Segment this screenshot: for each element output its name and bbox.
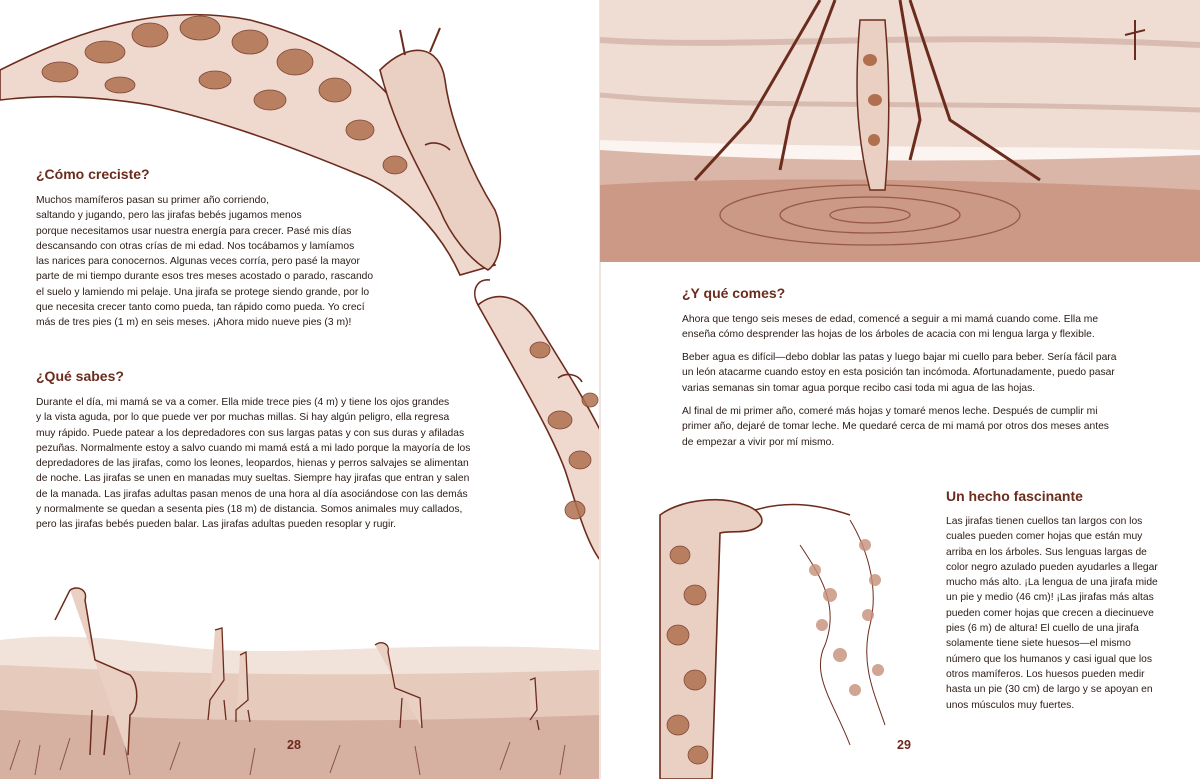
- text-line: cuales pueden comer hojas que están muy: [946, 531, 1143, 543]
- text-line: solamente tiene siete huesos—el mismo: [946, 638, 1131, 650]
- text-line: pies (6 m) de altura! El cuello de una jirafa: [946, 623, 1139, 635]
- text-line: parte de mi tiempo durante esos tres meses acostado o parado, rascando: [36, 271, 374, 283]
- text-line: porque necesitamos usar nuestra energía para crecer. Pasé mis días: [36, 225, 352, 237]
- paragraph-que-comes-3: [682, 404, 1109, 450]
- text-line: de empezar a vivir por mí mismo.: [682, 436, 835, 448]
- text-line: descansando con otras crías de mi edad. Nos tocábamos y lamíamos: [36, 240, 355, 252]
- text-line: un león atacarme cuando estoy en esta posición tan incómoda. Afortunadamente, puedo pasar: [682, 367, 1115, 379]
- text-line: que necesita crecer tanto como pueda, tan rápido como pueda. Yo crecí: [36, 302, 365, 314]
- text-line: mucho más alto. ¡La lengua de una jirafa mide: [946, 577, 1158, 589]
- text-line: el suelo y lamiendo mi pelaje. Una jirafa se protege siendo grande, por lo: [36, 286, 370, 298]
- paragraph-que-comes-2: [682, 350, 1116, 396]
- text-line: primer año, dejaré de tomar leche. Me quedaré cerca de mi mamá por otros dos meses antes: [682, 421, 1109, 433]
- text-line: y la vista aguda, por lo que puede ver por muchas millas. Si hay algún peligro, ella regresa: [36, 412, 450, 424]
- page-number: 28: [287, 738, 301, 752]
- text-line: pero las jirafas bebés pueden balar. Las jirafas adultas pueden resoplar y rugir.: [36, 519, 397, 531]
- paragraph-que-sabes: [36, 395, 470, 533]
- page-number: 29: [897, 738, 911, 752]
- text-line: pueden comer hojas que crecen a diecinueve: [946, 607, 1154, 619]
- section-heading-que-comes: ¿Y qué comes?: [682, 285, 786, 301]
- text-line: las narices para conocernos. Algunas veces corría, pero pasé la mayor: [36, 256, 360, 268]
- text-line: color negro azulado pueden ayudarles a llegar: [946, 561, 1158, 573]
- text-line: Ahora que tengo seis meses de edad, comencé a seguir a mi mamá cuando come. Ella me: [682, 314, 1099, 325]
- text-line: y normalmente se quedan a sesenta pies (18 m) de distancia. Somos animales muy callados,: [36, 504, 463, 516]
- giraffe-drinking-illustration: [600, 0, 1200, 262]
- text-line: hasta un pie (30 cm) de largo y se apoyan en: [946, 684, 1153, 696]
- text-line: más de tres pies (1 m) en seis meses. ¡Ahora mido nueve pies (3 m)!: [36, 317, 352, 329]
- giraffe-eating-acacia-illustration: [650, 485, 890, 779]
- text-line: un pie y medio (46 cm)! ¡Las jirafas más altas: [946, 592, 1154, 604]
- text-line: pezuñas. Normalmente estoy a salvo cuando mi mamá está a mi lado porque la mayoría de los: [36, 442, 471, 454]
- text-line: Durante el día, mi mamá se va a comer. Ella mide trece pies (4 m) y tiene los ojos grandes: [36, 397, 450, 408]
- text-line: Beber agua es difícil—debo doblar las patas y luego bajar mi cuello para beber. Sería fácil para: [682, 352, 1117, 363]
- text-line: muy rápido. Puede patear a los depredadores con sus largas patas y con sus duras y afiladas: [36, 427, 465, 439]
- right-page: [600, 0, 1200, 779]
- text-line: de noche. Las jirafas se unen en manadas muy sueltas. Siempre hay jirafas que entran y salen: [36, 473, 470, 485]
- text-line: arriba en los árboles. Sus lenguas largas de: [946, 546, 1147, 558]
- text-line: enseña cómo desprender las hojas de los árboles de acacia con mi lengua larga y flexible.: [682, 329, 1095, 341]
- paragraph-un-hecho-fascinante: [946, 514, 1158, 713]
- section-heading-un-hecho-fascinante: Un hecho fascinante: [946, 488, 1083, 504]
- text-line: número que los humanos y casi igual que los: [946, 653, 1153, 665]
- text-line: depredadores de las jirafas, como los leones, leopardos, hienas y perros salvajes se alimentan: [36, 458, 469, 470]
- section-heading-que-sabes: ¿Qué sabes?: [36, 368, 124, 384]
- text-line: de la manada. Las jirafas adultas pasan menos de una hora al día asociándose con las demás: [36, 488, 468, 500]
- text-line: otros mamíferos. Los huesos pueden medir: [946, 668, 1145, 680]
- text-line: Al final de mi primer año, comeré más hojas y tomaré menos leche. Después de cumplir mi: [682, 406, 1098, 417]
- text-line: unos músculos muy fuertes.: [946, 699, 1075, 711]
- text-line: saltando y jugando, pero las jirafas bebés jugamos menos: [36, 210, 302, 222]
- section-heading-como-creciste: ¿Cómo creciste?: [36, 166, 150, 182]
- text-line: varias semanas sin tomar agua porque recibo casi toda mi agua de las hojas.: [682, 382, 1036, 394]
- text-line: Muchos mamíferos pasan su primer año corriendo,: [36, 195, 269, 206]
- paragraph-que-comes-1: [682, 312, 1098, 343]
- text-line: Las jirafas tienen cuellos tan largos con los: [946, 516, 1143, 527]
- paragraph-como-creciste: [36, 193, 373, 331]
